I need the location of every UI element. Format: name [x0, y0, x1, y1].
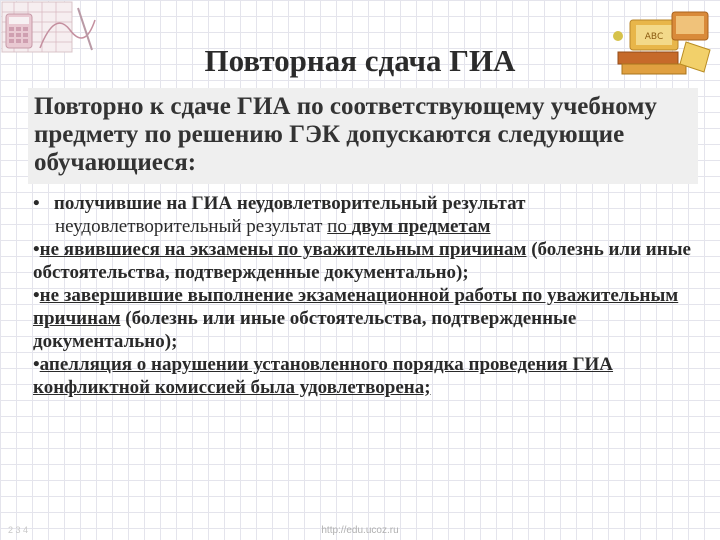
- item-emphasis: не завершившие выполнение экзаменационной работы по уважительным причинам: [33, 285, 679, 329]
- item-text: (болезнь или иные обстоятельства, подтвержденные документально);: [33, 239, 691, 283]
- books-school-icon: [610, 6, 718, 78]
- page-title: Повторная сдача ГИА: [204, 42, 516, 78]
- footer-page-numbers: 2 3 4: [8, 525, 29, 535]
- item-text: получившие на ГИА неудовлетворительный результат: [53, 193, 526, 214]
- list-item: [33, 284, 703, 353]
- intro-text: Повторно к сдаче ГИА по соответствующему учебному предмету по решению ГЭК допускаются следующие обучающиеся:: [34, 93, 657, 176]
- item-text: (болезнь или иные обстоятельства, подтвержденные документально);: [33, 308, 577, 352]
- list-item: [33, 238, 703, 284]
- svg-text:ABC: ABC: [644, 32, 664, 42]
- footer-url: http://edu.ucoz.ru: [321, 525, 399, 536]
- conditions-list: [33, 192, 703, 399]
- bullet-marker: •: [33, 193, 40, 214]
- item-continuation: неудовлетворительный результат по двум предметам: [55, 216, 491, 237]
- list-item: [33, 192, 703, 238]
- bullet-marker: •: [33, 354, 40, 375]
- calculator-notebook-icon: [0, 0, 105, 70]
- item-emphasis: не явившиеся на экзамены по уважительным причинам: [39, 239, 527, 260]
- list-item: [33, 353, 703, 399]
- item-emphasis: апелляция о нарушении установленного порядка проведения ГИА конфликтной комиссией была удовлетворена;: [33, 354, 614, 398]
- bullet-marker: •: [33, 239, 40, 260]
- bullet-marker: •: [33, 285, 40, 306]
